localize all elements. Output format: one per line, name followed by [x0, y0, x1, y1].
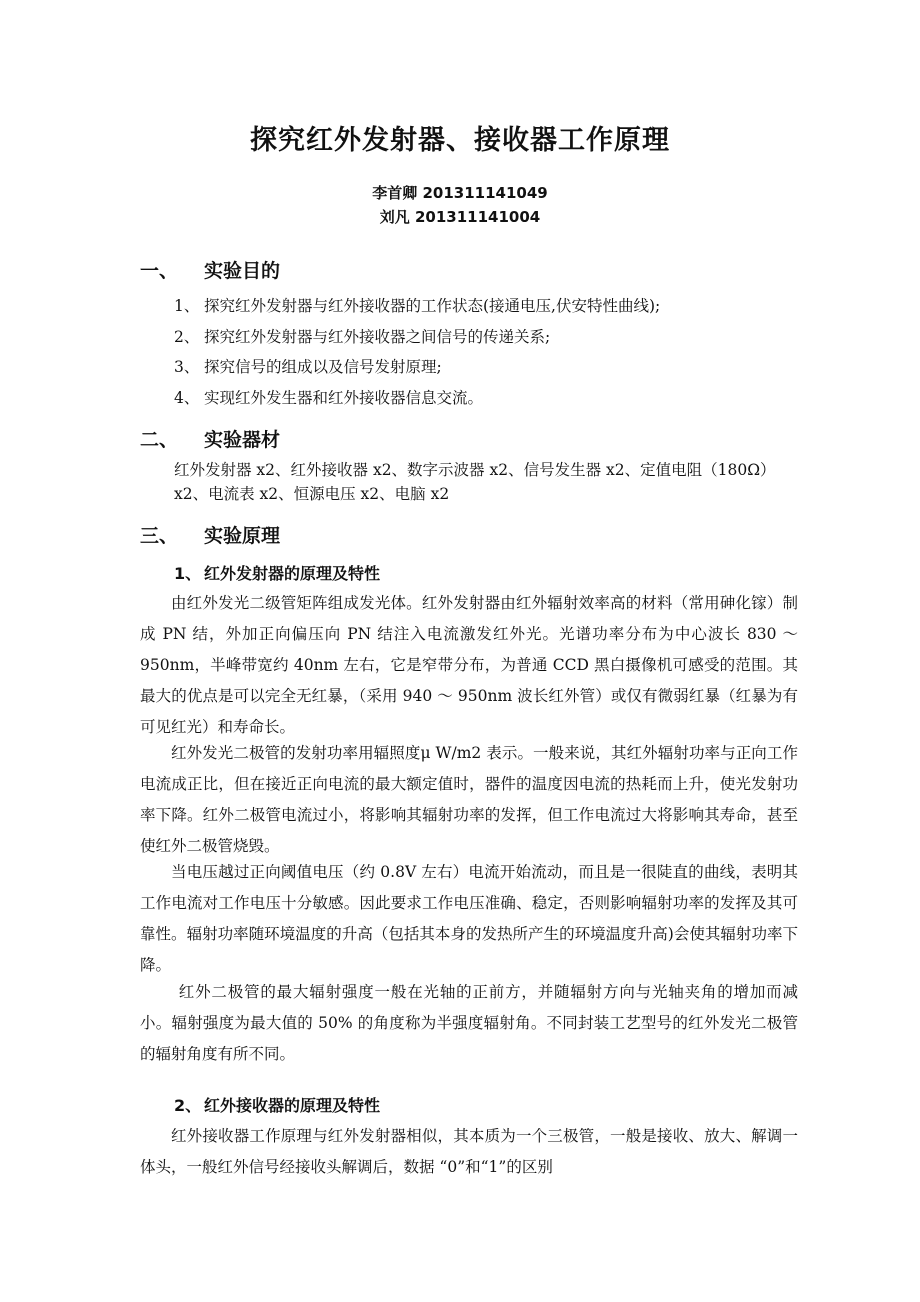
item-text: 探究红外发射器与红外接收器之间信号的传递关系; — [204, 328, 551, 346]
subsection-heading-receiver — [174, 1093, 380, 1116]
section-title: 实验器材 — [204, 429, 281, 451]
section-number: 三、 — [140, 525, 179, 547]
paragraph-receiver-intro: 红外接收器工作原理与红外发射器相似，其本质为一个三极管，一般是接收、放大、解调一体头，一般红外信号经接收头解调后，数据 “0”和“1”的区别 — [140, 1127, 798, 1176]
section-heading-objective — [140, 256, 280, 283]
paragraph-emitter-angle: 红外二极管的最大辐射强度一般在光轴的正前方，并随辐射方向与光轴夹角的增加而减小。辐射强度为最大值的 50% 的角度称为半强度辐射角。不同封装工艺型号的红外发光二极管的辐射角度有所不同。 — [140, 983, 798, 1063]
paragraph-emitter-voltage: 当电压越过正向阈值电压（约 0.8V 左右）电流开始流动，而且是一很陡直的曲线，表明其工作电流对工作电压十分敏感。因此要求工作电压准确、稳定，否则影响辐射功率的发挥及其可靠性。辐射功率随环境温度的升高（包括其本身的发热所产生的环境温度升高)会使其辐射功率下降。 — [140, 863, 798, 974]
item-text: 探究信号的组成以及信号发射原理; — [204, 358, 442, 376]
objective-item — [174, 386, 483, 408]
objective-item — [174, 294, 660, 316]
subsection-title: 红外接收器的原理及特性 — [204, 1096, 381, 1115]
item-text: 探究红外发射器与红外接收器的工作状态(接通电压,伏安特性曲线); — [204, 297, 661, 315]
author-line-1: 李首卿 201311141049 — [372, 184, 548, 202]
section-title: 实验目的 — [204, 260, 281, 282]
objective-item — [174, 355, 442, 377]
item-number: 4、 — [174, 389, 200, 407]
subsection-number: 1、 — [174, 564, 202, 583]
item-text: 实现红外发生器和红外接收器信息交流。 — [204, 389, 484, 407]
item-number: 3、 — [174, 358, 200, 376]
subsection-heading-emitter — [174, 561, 380, 584]
item-number: 1、 — [174, 297, 200, 315]
section-number: 二、 — [140, 429, 179, 451]
subsection-number: 2、 — [174, 1096, 202, 1115]
section-number: 一、 — [140, 260, 179, 282]
paragraph-emitter-power: 红外发光二极管的发射功率用辐照度μ W/m2 表示。一般来说，其红外辐射功率与正向工作电流成正比，但在接近正向电流的最大额定值时，器件的温度因电流的热耗而上升，使光发射功率下降。红外二极管电流过小，将影响其辐射功率的发挥，但工作电流过大将影响其寿命，甚至使红外二极管烧毁。 — [140, 744, 798, 855]
equipment-list: 红外发射器 x2、红外接收器 x2、数字示波器 x2、信号发生器 x2、定值电阻（180Ω）x2、电流表 x2、恒源电压 x2、电脑 x2 — [174, 461, 776, 503]
section-title: 实验原理 — [204, 525, 281, 547]
paragraph-emitter-intro: 由红外发光二级管矩阵组成发光体。红外发射器由红外辐射效率高的材料（常用砷化镓）制成 PN 结，外加正向偏压向 PN 结注入电流激发红外光。光谱功率分布为中心波长 830 ～ 950nm，半峰带宽约 40nm 左右，它是窄带分布，为普通 CCD 黑白摄像机可感受的范围。其最大的优点是可以完全无红暴，（采用 940 ～ 950nm 波长红外管）或仅有微弱红暴（红暴为有可见红光）和寿命长。 — [140, 594, 798, 736]
section-heading-principle — [140, 521, 280, 548]
subsection-title: 红外发射器的原理及特性 — [204, 564, 381, 583]
author-line-2: 刘凡 201311141004 — [379, 208, 541, 226]
item-number: 2、 — [174, 328, 200, 346]
objective-item — [174, 325, 550, 347]
section-heading-equipment — [140, 425, 280, 452]
document-title: 探究红外发射器、接收器工作原理 — [250, 125, 670, 156]
